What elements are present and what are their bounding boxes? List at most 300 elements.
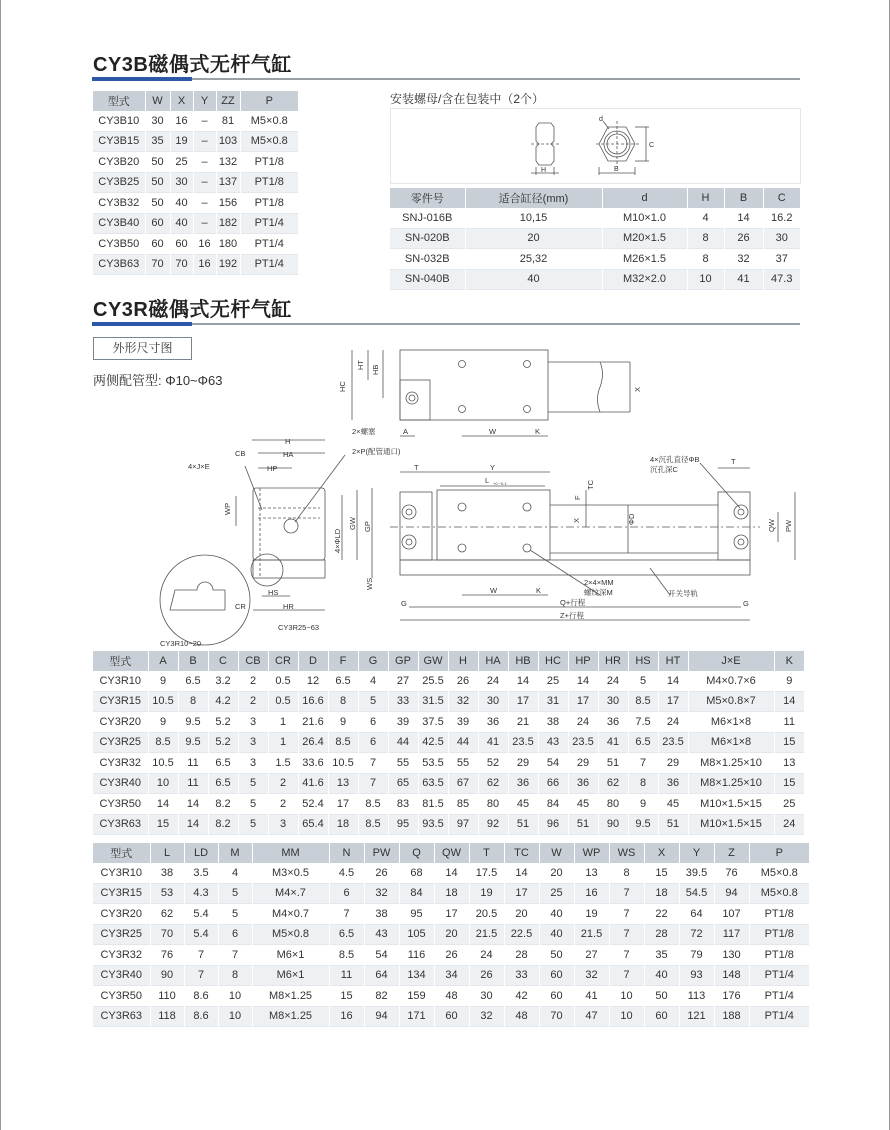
table-cell: 19	[170, 131, 193, 152]
table-cell: 26	[434, 945, 469, 966]
label-gp: GP	[363, 521, 372, 532]
table-cell: 37.5	[418, 712, 448, 733]
table-cell: 17	[658, 691, 688, 712]
table-cell: 83	[388, 794, 418, 815]
column-header: N	[329, 843, 364, 863]
table-cell: 10	[609, 986, 644, 1007]
table-cell: 16	[329, 1006, 364, 1027]
table-cell: 17	[568, 691, 598, 712]
table-cell: 7	[358, 753, 388, 774]
table-cell: 21.5	[469, 924, 504, 945]
table-cell: 20	[465, 228, 602, 249]
column-header: WS	[609, 843, 644, 863]
column-header: TC	[504, 843, 539, 863]
table-cell: 8.2	[208, 794, 238, 815]
table-cell: 118	[150, 1006, 184, 1027]
table-cell: CY3R10	[93, 671, 148, 691]
column-header: 型式	[93, 91, 145, 111]
label-tc: TC	[586, 480, 595, 490]
table-cell: CY3R20	[93, 712, 148, 733]
table-cell: 113	[679, 986, 714, 1007]
label-hs: HS	[268, 588, 279, 597]
table-cell: 40	[170, 213, 193, 234]
table-cell: CY3R63	[93, 1006, 150, 1027]
table-cell: 65.4	[298, 814, 328, 835]
table-cell: CY3B50	[93, 234, 145, 255]
table-cell: 0.5	[268, 691, 298, 712]
table-cell: 171	[399, 1006, 434, 1027]
table-cell: 50	[145, 152, 170, 173]
table-cell: 7	[358, 773, 388, 794]
piping-type-text: 两侧配管型: Φ10~Φ63	[93, 373, 223, 388]
label-ld: 4×ΦLD	[333, 528, 342, 553]
table-cell: 84	[538, 794, 568, 815]
table-cell: 6.5	[208, 753, 238, 774]
label-hp: HP	[267, 464, 278, 473]
table-row	[93, 753, 804, 774]
table-cell: 5.2	[208, 712, 238, 733]
table-cell: 81	[216, 111, 240, 131]
column-header: Q	[399, 843, 434, 863]
table-cell: 14	[148, 794, 178, 815]
table-cell: 21.6	[298, 712, 328, 733]
table-cell: 81.5	[418, 794, 448, 815]
table-cell: M8×1.25	[252, 986, 329, 1007]
table-cell: 6.5	[178, 671, 208, 691]
table-cell: 94	[364, 1006, 399, 1027]
table-cell: M10×1.5×15	[688, 794, 774, 815]
column-header: P	[240, 91, 298, 111]
table-cell: 5.4	[184, 904, 218, 925]
table-row	[93, 213, 298, 234]
table-cell: 25	[539, 883, 574, 904]
column-header: C	[208, 651, 238, 671]
table-row	[93, 773, 804, 794]
table-cell: M4×.7	[252, 883, 329, 904]
table-cell: 92	[478, 814, 508, 835]
table-cell: 96	[538, 814, 568, 835]
table-cell: M3×0.5	[252, 863, 329, 883]
table-cell: 31	[538, 691, 568, 712]
table-cell: 52	[478, 753, 508, 774]
table-cell: 15	[148, 814, 178, 835]
column-header: CR	[268, 651, 298, 671]
table-cell: PT1/4	[749, 965, 809, 986]
table-cell: 12	[298, 671, 328, 691]
table-cell: M20×1.5	[602, 228, 687, 249]
table-cell: SNJ-016B	[390, 208, 465, 228]
label-g-left: G	[401, 599, 407, 608]
table-cell: 8	[328, 691, 358, 712]
column-header: LD	[184, 843, 218, 863]
table-cell: 137	[216, 172, 240, 193]
table-cell: 7	[184, 945, 218, 966]
table-cell: 68	[399, 863, 434, 883]
column-header: X	[644, 843, 679, 863]
table-cell: 4	[218, 863, 252, 883]
table-cell: 9.5	[628, 814, 658, 835]
table-cell: 11	[329, 965, 364, 986]
table-cell: CY3B63	[93, 254, 145, 275]
table-row	[93, 111, 298, 131]
label-f: F	[573, 495, 582, 500]
table-cell: 8.5	[358, 814, 388, 835]
table-cell: CY3R10	[93, 863, 150, 883]
label-thread-depth: 螺纹深M	[584, 588, 613, 597]
table-cell: 36	[478, 712, 508, 733]
table-cell: M26×1.5	[602, 249, 687, 270]
nut-table	[390, 188, 800, 290]
table-cell: M5×0.8	[240, 111, 298, 131]
table-row	[390, 269, 800, 290]
table-cell: 24	[774, 814, 804, 835]
table-cell: 4.2	[208, 691, 238, 712]
table-cell: 3.5	[184, 863, 218, 883]
table-cell: 14	[508, 671, 538, 691]
table-cell: PT1/4	[749, 1006, 809, 1027]
table-cell: PT1/8	[240, 172, 298, 193]
column-header: HB	[508, 651, 538, 671]
table-cell: 60	[539, 986, 574, 1007]
column-header: L	[150, 843, 184, 863]
table-row	[93, 691, 804, 712]
cy3b-title-rule	[92, 78, 800, 80]
column-header: W	[145, 91, 170, 111]
table-cell: 28	[644, 924, 679, 945]
table-cell: 9.5	[178, 712, 208, 733]
table-cell: 10	[148, 773, 178, 794]
table-row	[93, 883, 809, 904]
label-k: K	[536, 586, 542, 595]
label-y: Y	[490, 463, 496, 472]
table-cell: 53.5	[418, 753, 448, 774]
table-cell: 188	[714, 1006, 749, 1027]
table-cell: 14	[434, 863, 469, 883]
table-cell: 9	[328, 712, 358, 733]
table-cell: 159	[399, 986, 434, 1007]
table-cell: 95	[388, 814, 418, 835]
cy3b-dimension-table	[93, 91, 298, 275]
table-cell: 5	[238, 773, 268, 794]
table-cell: 80	[478, 794, 508, 815]
table-cell: PT1/8	[749, 904, 809, 925]
table-cell: CY3R40	[93, 773, 148, 794]
table-cell: 10	[218, 986, 252, 1007]
column-header: M	[218, 843, 252, 863]
table-cell: 9	[774, 671, 804, 691]
table-cell: 176	[714, 986, 749, 1007]
table-cell: –	[193, 131, 216, 152]
table-cell: 17	[328, 794, 358, 815]
label-a: A	[403, 427, 409, 436]
label-hc: HC	[338, 381, 347, 392]
column-header: ZZ	[216, 91, 240, 111]
table-cell: 36	[568, 773, 598, 794]
table-cell: 5.2	[208, 732, 238, 753]
table-cell: M5×0.8	[749, 863, 809, 883]
table-cell: 62	[150, 904, 184, 925]
column-header: K	[774, 651, 804, 671]
table-cell: 45	[658, 794, 688, 815]
nut-c-label: C	[649, 142, 655, 149]
table-cell: 90	[598, 814, 628, 835]
table-cell: 9	[628, 794, 658, 815]
table-cell: 2	[268, 773, 298, 794]
table-cell: 13	[574, 863, 609, 883]
table-cell: 10,15	[465, 208, 602, 228]
label-model-small: CY3R10~20	[160, 639, 202, 648]
table-cell: 66	[538, 773, 568, 794]
table-cell: 64	[364, 965, 399, 986]
table-cell: 62	[598, 773, 628, 794]
table-cell: CY3R25	[93, 924, 150, 945]
table-cell: 47.3	[763, 269, 800, 290]
table-cell: 32	[574, 965, 609, 986]
table-cell: 51	[508, 814, 538, 835]
table-cell: 32	[448, 691, 478, 712]
column-header: H	[448, 651, 478, 671]
column-header: J×E	[688, 651, 774, 671]
table-cell: 29	[568, 753, 598, 774]
table-cell: 4	[358, 671, 388, 691]
column-header: F	[328, 651, 358, 671]
table-cell: –	[193, 152, 216, 173]
table-cell: 10	[609, 1006, 644, 1027]
table-cell: 33	[388, 691, 418, 712]
table-cell: 62	[478, 773, 508, 794]
nut-drawing	[390, 108, 801, 184]
table-cell: 27	[388, 671, 418, 691]
table-cell: PT1/8	[240, 152, 298, 173]
column-header: Y	[193, 91, 216, 111]
table-cell: PT1/4	[749, 986, 809, 1007]
table-cell: 8.6	[184, 1006, 218, 1027]
label-x: X	[572, 517, 581, 523]
table-cell: 110	[150, 986, 184, 1007]
table-cell: 76	[714, 863, 749, 883]
table-cell: 2	[238, 691, 268, 712]
table-cell: 60	[539, 965, 574, 986]
table-cell: 27	[574, 945, 609, 966]
table-cell: CY3B20	[93, 152, 145, 173]
label-pw: PW	[784, 519, 793, 532]
column-header: 适合缸径(mm)	[465, 188, 602, 208]
table-row	[93, 814, 804, 835]
table-cell: 4.3	[184, 883, 218, 904]
table-cell: 39	[388, 712, 418, 733]
table-cell: 55	[388, 753, 418, 774]
table-cell: 94	[714, 883, 749, 904]
column-header: GP	[388, 651, 418, 671]
table-cell: 16.2	[763, 208, 800, 228]
table-cell: 3	[238, 753, 268, 774]
cy3r-outline-drawing	[0, 330, 890, 650]
label-counterbore: 4×沉孔直径ΦB	[650, 455, 700, 464]
table-cell: 48	[434, 986, 469, 1007]
table-cell: 116	[399, 945, 434, 966]
table-cell: 7	[609, 965, 644, 986]
table-cell: 13	[774, 753, 804, 774]
table-cell: 25	[538, 671, 568, 691]
table-cell: 70	[539, 1006, 574, 1027]
table-cell: 30	[170, 172, 193, 193]
table-cell: 41	[598, 732, 628, 753]
column-header: MM	[252, 843, 329, 863]
table-cell: 35	[145, 131, 170, 152]
column-header: Z	[714, 843, 749, 863]
table-row	[93, 172, 298, 193]
table-cell: 8	[628, 773, 658, 794]
table-cell: M10×1.0	[602, 208, 687, 228]
table-cell: 7	[184, 965, 218, 986]
table-cell: 9.5	[178, 732, 208, 753]
table-cell: M5×0.8	[240, 131, 298, 152]
column-header: B	[724, 188, 763, 208]
table-cell: 26.4	[298, 732, 328, 753]
table-cell: 6	[329, 883, 364, 904]
column-header: W	[539, 843, 574, 863]
label-plug: 2×螺塞	[352, 427, 376, 436]
table-cell: 8.5	[628, 691, 658, 712]
table-row	[93, 671, 804, 691]
table-cell: M32×2.0	[602, 269, 687, 290]
table-row	[93, 863, 809, 883]
table-cell: 40	[539, 924, 574, 945]
table-cell: 17	[508, 691, 538, 712]
table-cell: M8×1.25×10	[688, 753, 774, 774]
table-cell: 25	[774, 794, 804, 815]
table-cell: CY3R32	[93, 945, 150, 966]
table-cell: 36	[658, 773, 688, 794]
table-cell: 6	[358, 732, 388, 753]
table-row	[93, 234, 298, 255]
table-cell: 40	[539, 904, 574, 925]
label-port: 2×P(配管通口)	[352, 447, 401, 456]
table-cell: 51	[568, 814, 598, 835]
table-cell: 32	[724, 249, 763, 270]
nut-caption: 安装螺母/含在包装中（2个）	[390, 92, 545, 106]
table-cell: 29	[658, 753, 688, 774]
column-header: 型式	[93, 651, 148, 671]
table-cell: M6×1	[252, 965, 329, 986]
table-cell: 14	[774, 691, 804, 712]
nut-d-label: d	[599, 116, 603, 123]
table-cell: 95	[399, 904, 434, 925]
table-cell: 45	[508, 794, 538, 815]
table-cell: PT1/8	[240, 193, 298, 214]
table-cell: 5	[218, 883, 252, 904]
table-cell: 121	[679, 1006, 714, 1027]
column-header: HC	[538, 651, 568, 671]
table-cell: 23.5	[568, 732, 598, 753]
table-cell: 5	[628, 671, 658, 691]
table-cell: 0.5	[268, 671, 298, 691]
label-g-right: G	[743, 599, 749, 608]
label-w-top: W	[489, 427, 497, 436]
table-cell: 32	[364, 883, 399, 904]
table-cell: 15	[644, 863, 679, 883]
table-cell: 24	[568, 712, 598, 733]
table-cell: 21	[508, 712, 538, 733]
table-cell: CY3R50	[93, 794, 148, 815]
table-cell: 42.5	[418, 732, 448, 753]
table-cell: 16	[193, 254, 216, 275]
column-header: G	[358, 651, 388, 671]
table-cell: M4×0.7	[252, 904, 329, 925]
column-header: WP	[574, 843, 609, 863]
label-q-stroke: Q+行程	[560, 598, 586, 607]
table-cell: 33	[504, 965, 539, 986]
table-cell: 7.5	[628, 712, 658, 733]
table-cell: 11	[178, 753, 208, 774]
table-cell: M5×0.8×7	[688, 691, 774, 712]
label-k-top: K	[535, 427, 541, 436]
nut-h-label: H	[541, 167, 547, 174]
table-cell: 16	[170, 111, 193, 131]
table-cell: 97	[448, 814, 478, 835]
table-cell: 5	[238, 794, 268, 815]
table-cell: 8.2	[208, 814, 238, 835]
table-cell: 3	[238, 712, 268, 733]
table-row	[93, 732, 804, 753]
table-cell: 29	[508, 753, 538, 774]
table-cell: 54	[364, 945, 399, 966]
table-row	[93, 904, 809, 925]
column-header: CB	[238, 651, 268, 671]
table-cell: 80	[598, 794, 628, 815]
table-cell: 70	[145, 254, 170, 275]
table-cell: 41	[478, 732, 508, 753]
table-cell: 31.5	[418, 691, 448, 712]
table-cell: CY3R20	[93, 904, 150, 925]
table-cell: 85	[448, 794, 478, 815]
table-cell: 180	[216, 234, 240, 255]
table-cell: 76	[150, 945, 184, 966]
table-cell: 19	[469, 883, 504, 904]
table-cell: 14	[658, 671, 688, 691]
table-cell: 2	[268, 794, 298, 815]
table-cell: M10×1.5×15	[688, 814, 774, 835]
table-cell: 14	[178, 794, 208, 815]
table-cell: 40	[170, 193, 193, 214]
table-cell: 6.5	[329, 924, 364, 945]
table-cell: 26	[724, 228, 763, 249]
table-row	[93, 924, 809, 945]
table-cell: PT1/8	[749, 924, 809, 945]
table-cell: 90	[150, 965, 184, 986]
label-t-left: T	[414, 463, 419, 472]
table-cell: 51	[658, 814, 688, 835]
table-cell: 60	[434, 1006, 469, 1027]
table-cell: 14	[504, 863, 539, 883]
table-cell: 7	[609, 945, 644, 966]
table-cell: SN-020B	[390, 228, 465, 249]
column-header: C	[763, 188, 800, 208]
table-cell: 30	[763, 228, 800, 249]
table-cell: 5.4	[184, 924, 218, 945]
table-cell: CY3R50	[93, 986, 150, 1007]
table-row	[93, 131, 298, 152]
table-cell: 41	[574, 986, 609, 1007]
column-header: GW	[418, 651, 448, 671]
outline-dimension-button[interactable]: 外形尺寸图	[93, 337, 192, 360]
table-cell: 18	[328, 814, 358, 835]
table-cell: –	[193, 172, 216, 193]
table-cell: 11	[774, 712, 804, 733]
table-cell: 53	[150, 883, 184, 904]
table-row	[93, 794, 804, 815]
table-cell: CY3R15	[93, 883, 150, 904]
